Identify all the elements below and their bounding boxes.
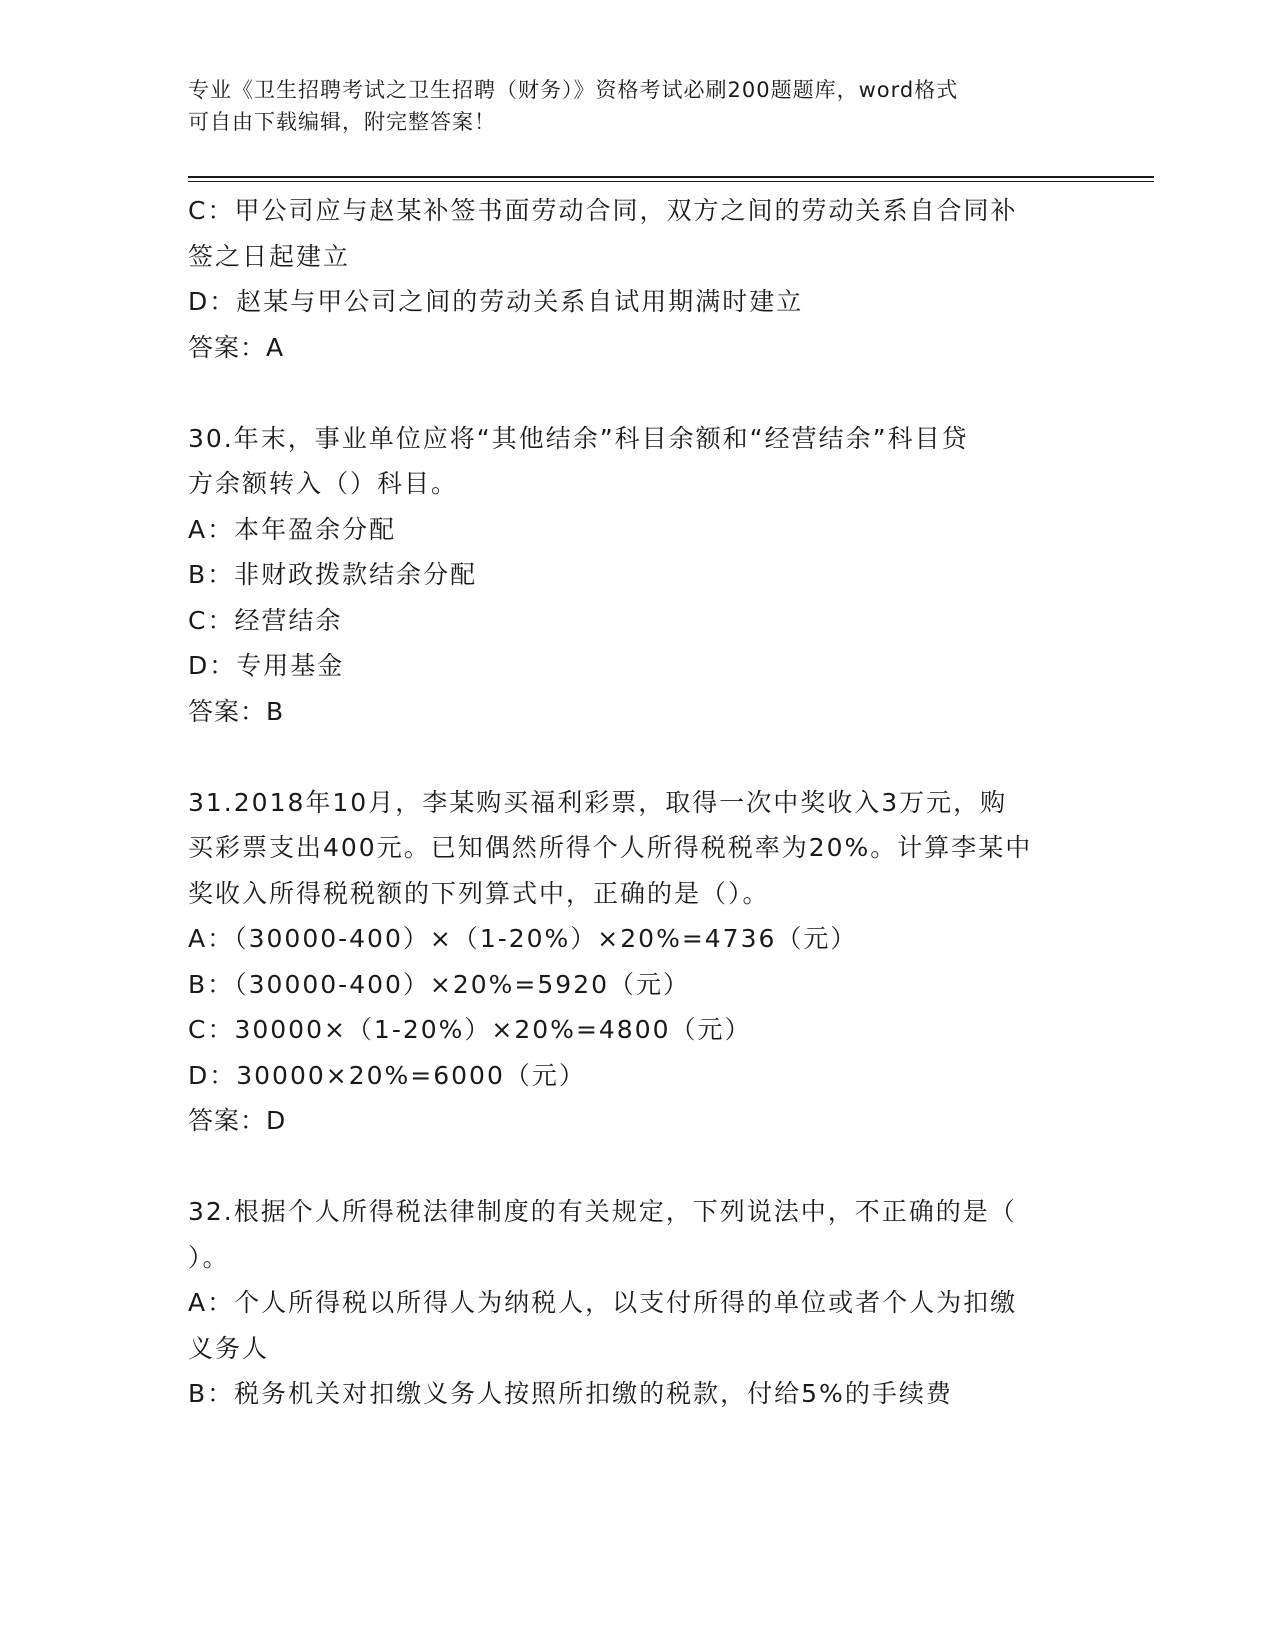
option-c: C：经营结余 (188, 605, 343, 635)
option-b: B：（30000-400）×20%=5920（元） (188, 969, 691, 999)
header-line-1: 专业《卫生招聘考试之卫生招聘（财务）》资格考试必刷200题题库，word格式 (188, 78, 959, 102)
header-divider-thin (188, 181, 1154, 182)
option-c-line-1: C：甲公司应与赵某补签书面劳动合同，双方之间的劳动关系自合同补 (188, 196, 1018, 225)
spacer (188, 370, 1088, 416)
question-stem-line-1: 30.年末，事业单位应将“其他结余”科目余额和“经营结余”科目贷 (188, 423, 969, 453)
option-c: C：30000×（1-20%）×20%=4800（元） (188, 1015, 752, 1044)
document-body (188, 188, 1088, 1417)
spacer (188, 1144, 1088, 1190)
answer: 答案：A (188, 332, 285, 362)
question-stem-line-1: 32.根据个人所得税法律制度的有关规定，下列说法中，不正确的是（ (188, 1197, 1017, 1226)
option-b: B：非财政拨款结余分配 (188, 560, 478, 589)
option-a: A：本年盈余分配 (188, 514, 397, 544)
option-b: B：税务机关对扣缴义务人按照所扣缴的税款，付给5%的手续费 (188, 1379, 953, 1408)
spacer (188, 734, 1088, 780)
header-line-2: 可自由下载编辑，附完整答案！ (188, 110, 496, 134)
option-a-line-1: A：个人所得税以所得人为纳税人，以支付所得的单位或者个人为扣缴 (188, 1288, 1018, 1317)
question-29-continued (188, 188, 1088, 370)
option-d: D：专用基金 (188, 651, 345, 680)
option-d: D：30000×20%=6000（元） (188, 1060, 586, 1090)
option-d: D：赵某与甲公司之间的劳动关系自试用期满时建立 (188, 287, 804, 316)
option-c-line-2: 签之日起建立 (188, 241, 351, 271)
question-stem-line-1: 31.2018年10月，李某购买福利彩票，取得一次中奖收入3万元，购 (188, 787, 1008, 817)
question-stem-line-3: 奖收入所得税税额的下列算式中，正确的是（）。 (188, 878, 770, 908)
question-32 (188, 1189, 1088, 1417)
question-30 (188, 416, 1088, 735)
question-stem-line-2: 方余额转入（）科目。 (188, 469, 459, 498)
answer: 答案：B (188, 696, 285, 726)
header-divider-thick (188, 176, 1154, 178)
question-31 (188, 780, 1088, 1144)
answer: 答案：D (188, 1106, 287, 1135)
option-a: A：（30000-400）×（1-20%）×20%=4736（元） (188, 924, 858, 953)
document-header (188, 74, 1068, 138)
question-stem-line-2: ）。 (188, 1242, 230, 1272)
option-a-line-2: 义务人 (188, 1333, 270, 1363)
question-stem-line-2: 买彩票支出400元。已知偶然所得个人所得税税率为20%。计算李某中 (188, 833, 1033, 862)
